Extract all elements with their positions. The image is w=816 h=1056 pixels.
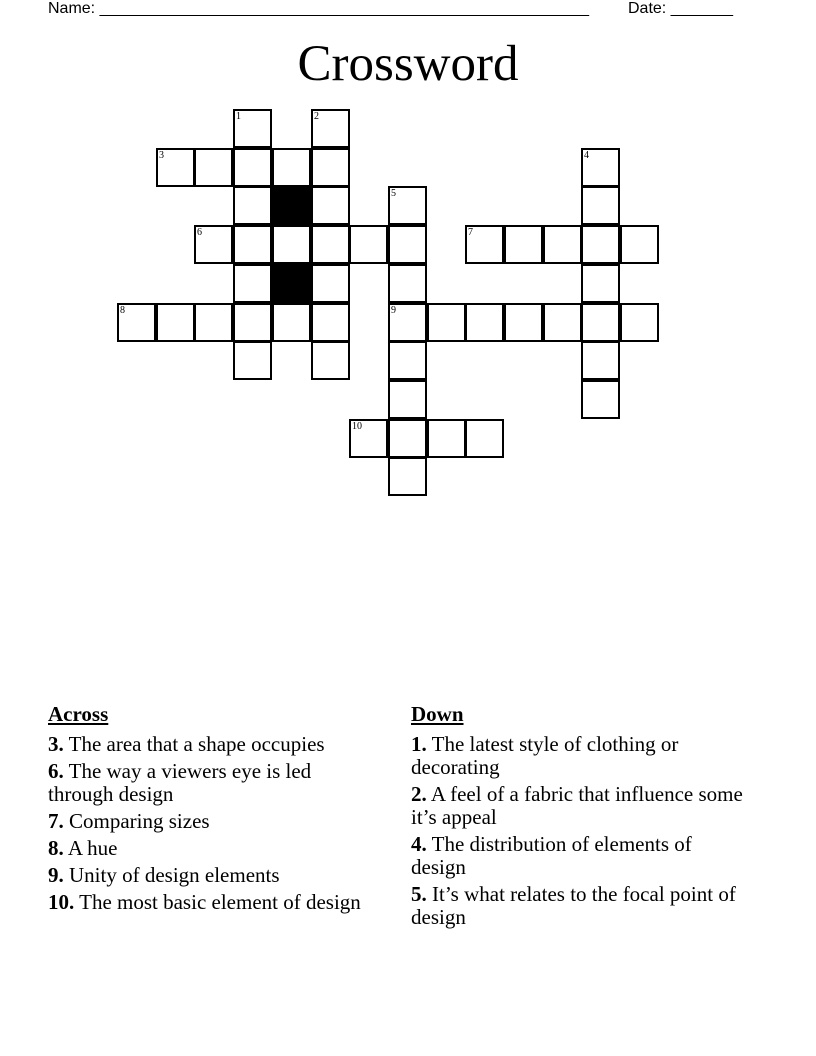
grid-cell[interactable]: [233, 341, 272, 380]
grid-cell[interactable]: [233, 303, 272, 342]
clue-text: The latest style of clothing or decorating: [411, 732, 679, 779]
across-heading: Across: [48, 702, 109, 726]
grid-cell[interactable]: [349, 225, 388, 264]
clue-num: 1.: [411, 732, 427, 756]
down-clues: [411, 703, 751, 933]
grid-cell[interactable]: [620, 225, 659, 264]
grid-cell[interactable]: [620, 303, 659, 342]
grid-cell[interactable]: [581, 264, 620, 303]
grid-cell[interactable]: [388, 380, 427, 419]
grid-cell[interactable]: [311, 264, 350, 303]
clue-num: 10.: [48, 890, 75, 914]
grid-cell[interactable]: [581, 303, 620, 342]
grid-cell[interactable]: [388, 225, 427, 264]
across-clue: [48, 733, 378, 756]
grid-cell[interactable]: [427, 303, 466, 342]
clue-text: The area that a shape occupies: [63, 732, 325, 756]
grid-cell[interactable]: [465, 303, 504, 342]
grid-cell[interactable]: [388, 186, 427, 225]
down-clue: [411, 833, 751, 879]
grid-block-cell: [272, 186, 311, 225]
grid-cell[interactable]: [581, 186, 620, 225]
grid-cell[interactable]: [233, 264, 272, 303]
grid-cell[interactable]: [581, 148, 620, 187]
grid-cell[interactable]: [311, 341, 350, 380]
clue-num: 7.: [48, 809, 64, 833]
across-clue: [48, 810, 378, 833]
clue-text: It’s what relates to the focal point of design: [411, 882, 736, 929]
grid-cell[interactable]: [581, 225, 620, 264]
grid-cell[interactable]: [233, 148, 272, 187]
grid-cell[interactable]: [311, 225, 350, 264]
grid-cell[interactable]: [388, 419, 427, 458]
clue-number: 8: [120, 305, 125, 316]
grid-cell[interactable]: [504, 225, 543, 264]
grid-block-cell: [272, 264, 311, 303]
grid-cell[interactable]: [117, 303, 156, 342]
grid-cell[interactable]: [581, 380, 620, 419]
clue-number: 7: [468, 227, 473, 238]
grid-cell[interactable]: [388, 341, 427, 380]
grid-cell[interactable]: [543, 303, 582, 342]
clue-text: Comparing sizes: [63, 809, 210, 833]
clue-number: 9: [391, 305, 396, 316]
clue-number: 10: [352, 421, 362, 432]
grid-cell[interactable]: [233, 109, 272, 148]
grid-cell[interactable]: [349, 419, 388, 458]
grid-cell[interactable]: [543, 225, 582, 264]
clue-text: A hue: [63, 836, 118, 860]
clue-num: 2.: [411, 782, 427, 806]
clue-number: 4: [584, 150, 589, 161]
grid-cell[interactable]: [581, 341, 620, 380]
clue-number: 6: [197, 227, 202, 238]
clue-num: 5.: [411, 882, 427, 906]
clue-number: 3: [159, 150, 164, 161]
grid-cell[interactable]: [272, 225, 311, 264]
clue-number: 5: [391, 188, 396, 199]
grid-cell[interactable]: [311, 148, 350, 187]
grid-cell[interactable]: [311, 186, 350, 225]
grid-cell[interactable]: [388, 264, 427, 303]
grid-cell[interactable]: [156, 303, 195, 342]
grid-cell[interactable]: [272, 303, 311, 342]
clue-num: 8.: [48, 836, 64, 860]
down-heading: Down: [411, 702, 464, 726]
clue-text: The most basic element of design: [74, 890, 361, 914]
across-clue: [48, 837, 378, 860]
down-clue: [411, 783, 751, 829]
grid-cell[interactable]: [504, 303, 543, 342]
grid-cell[interactable]: [194, 148, 233, 187]
grid-cell[interactable]: [272, 148, 311, 187]
grid-cell[interactable]: [388, 303, 427, 342]
clue-text: The way a viewers eye is led through design: [48, 759, 312, 806]
clue-number: 2: [314, 111, 319, 122]
clue-num: 9.: [48, 863, 64, 887]
grid-cell[interactable]: [233, 225, 272, 264]
grid-cell[interactable]: [465, 419, 504, 458]
clue-text: A feel of a fabric that influence some it’s appeal: [411, 782, 743, 829]
grid-cell[interactable]: [311, 303, 350, 342]
clue-number: 1: [236, 111, 241, 122]
grid-cell[interactable]: [311, 109, 350, 148]
grid-cell[interactable]: [194, 303, 233, 342]
page-title: Crossword: [297, 36, 519, 92]
clue-text: The distribution of elements of design: [411, 832, 692, 879]
across-clue: [48, 760, 378, 806]
grid-cell[interactable]: [465, 225, 504, 264]
across-clue: [48, 864, 378, 887]
clue-num: 4.: [411, 832, 427, 856]
clue-text: Unity of design elements: [63, 863, 280, 887]
clue-num: 6.: [48, 759, 64, 783]
down-clue: [411, 733, 751, 779]
across-clues: [48, 703, 378, 918]
grid-cell[interactable]: [388, 457, 427, 496]
clue-num: 3.: [48, 732, 64, 756]
down-clue: [411, 883, 751, 929]
grid-cell[interactable]: [194, 225, 233, 264]
date-field[interactable]: Date: _______: [628, 0, 733, 17]
grid-cell[interactable]: [233, 186, 272, 225]
across-clue: [48, 891, 378, 914]
name-field[interactable]: Name: _______________________________________________________: [48, 0, 589, 17]
grid-cell[interactable]: [156, 148, 195, 187]
grid-cell[interactable]: [427, 419, 466, 458]
